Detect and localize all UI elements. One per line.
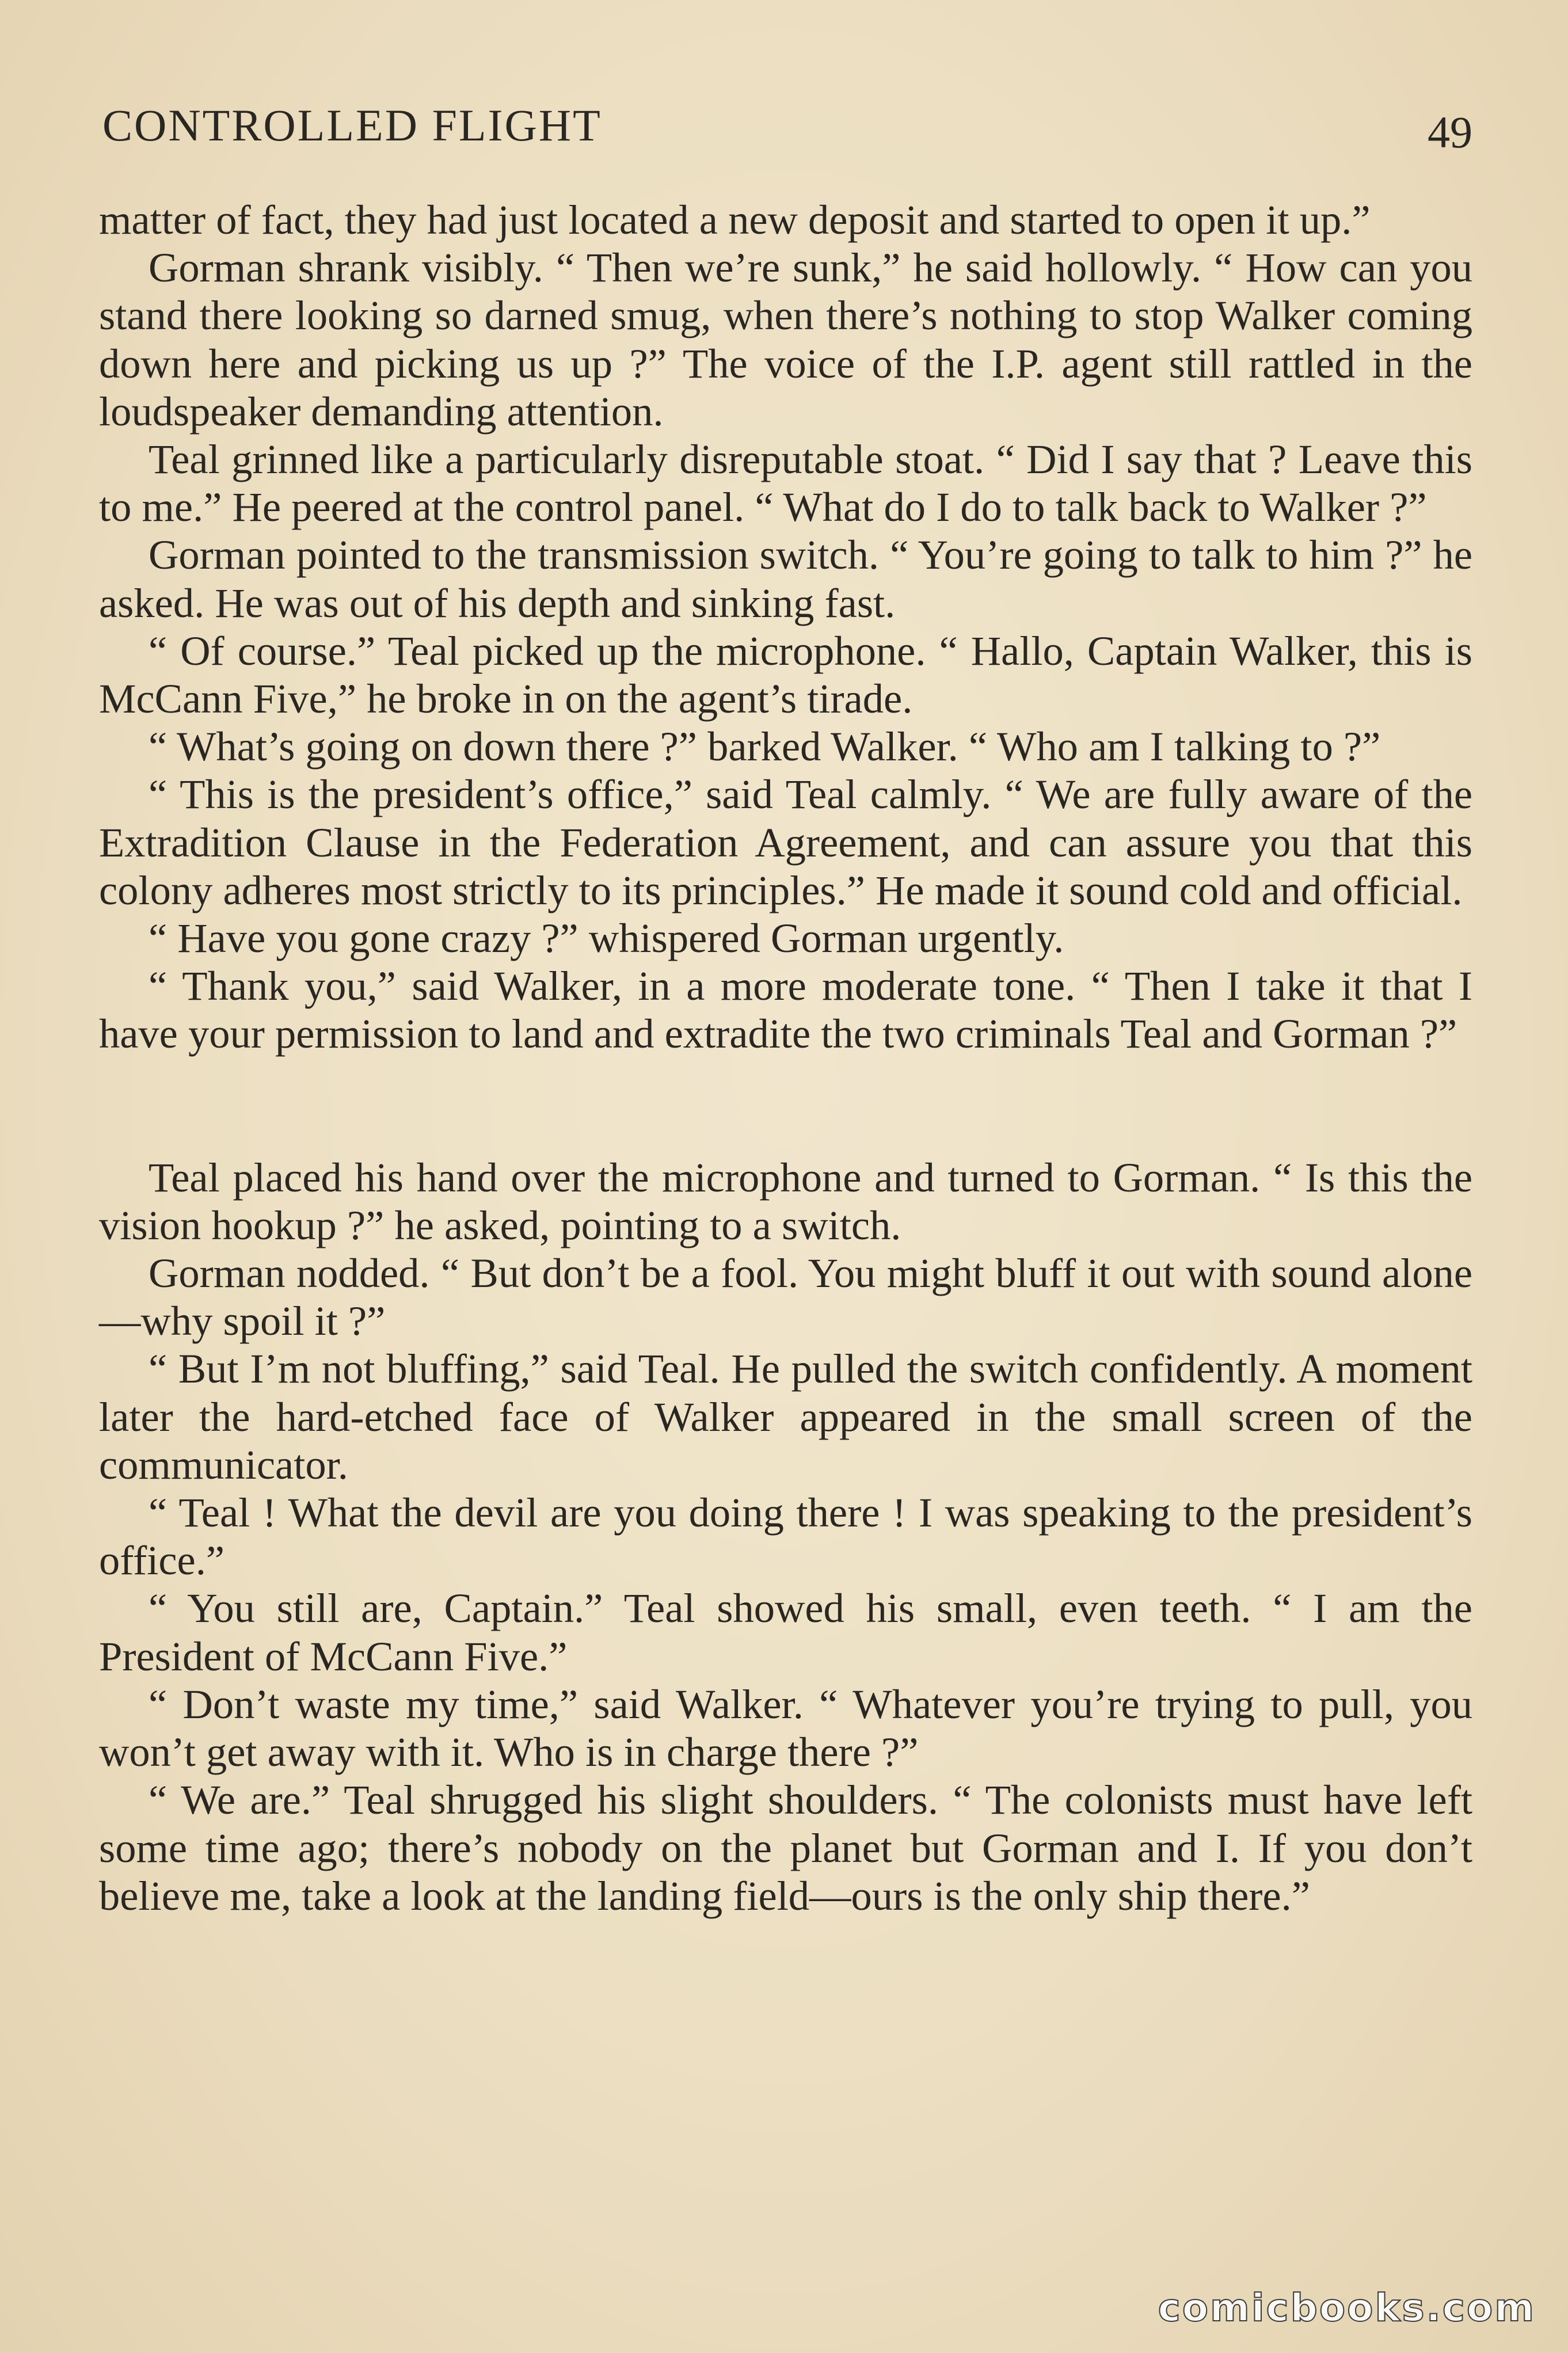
paragraph: “ Have you gone crazy ?” whispered Gorman urgently. xyxy=(149,915,1064,962)
body-text xyxy=(99,196,1472,1920)
paragraph: “ Of course.” Teal picked up the microphone. “ Hallo, Captain Walker, this is McCann Five,” he broke in on the agent’s tirade. xyxy=(99,627,1472,722)
section-break xyxy=(99,1058,1472,1153)
paragraph: Gorman shrank visibly. “ Then we’re sunk,” he said hollowly. “ How can you stand there looking so darned smug, when there’s nothing to stop Walker coming down here and picking us up ?” The voice of the I.P. agent still rattled in the loudspeaker demanding attention. xyxy=(99,244,1472,435)
paragraph: matter of fact, they had just located a new deposit and started to open it up.” xyxy=(99,196,1371,243)
paragraph: “ This is the president’s office,” said Teal calmly. “ We are fully aware of the Extradition Clause in the Federation Agreement, and can assure you that this colony adheres most strictly to its principles.” He made it sound cold and official. xyxy=(99,771,1472,913)
paragraph: Gorman pointed to the transmission switch. “ You’re going to talk to him ?” he asked. He was out of his depth and sinking fast. xyxy=(99,531,1472,626)
paragraph: “ Thank you,” said Walker, in a more moderate tone. “ Then I take it that I have your permission to land and extradite the two criminals Teal and Gorman ?” xyxy=(99,962,1472,1057)
paragraph: “ We are.” Teal shrugged his slight shoulders. “ The colonists must have left some time ago; there’s nobody on the planet but Gorman and I. If you don’t believe me, take a look at the landing field—ours is the only ship there.” xyxy=(99,1776,1472,1919)
paragraph: “ You still are, Captain.” Teal showed his small, even teeth. “ I am the President of McCann Five.” xyxy=(99,1585,1472,1680)
page-number: 49 xyxy=(1428,107,1472,157)
paragraph: Teal placed his hand over the microphone and turned to Gorman. “ Is this the vision hookup ?” he asked, pointing to a switch. xyxy=(99,1153,1472,1248)
paragraph: Gorman nodded. “ But don’t be a fool. You might bluff it out with sound alone—why spoil it ?” xyxy=(99,1250,1472,1345)
paragraph: “ But I’m not bluffing,” said Teal. He pulled the switch confidently. A moment later the hard-etched face of Walker appeared in the small screen of the communicator. xyxy=(99,1345,1472,1488)
paragraph: “ Teal ! What the devil are you doing there ! I was speaking to the president’s office.” xyxy=(99,1489,1472,1584)
paragraph: Teal grinned like a particularly disreputable stoat. “ Did I say that ? Leave this to me.” He peered at the control panel. “ What do I do to talk back to Walker ?” xyxy=(99,436,1472,531)
paragraph: “ Don’t waste my time,” said Walker. “ Whatever you’re trying to pull, you won’t get away with it. Who is in charge there ?” xyxy=(99,1680,1472,1776)
site-watermark: comicbooks.com xyxy=(1158,2286,1536,2330)
paragraph: “ What’s going on down there ?” barked Walker. “ Who am I talking to ?” xyxy=(149,723,1381,770)
running-head-title: CONTROLLED FLIGHT xyxy=(102,100,602,150)
running-head xyxy=(102,97,1472,157)
